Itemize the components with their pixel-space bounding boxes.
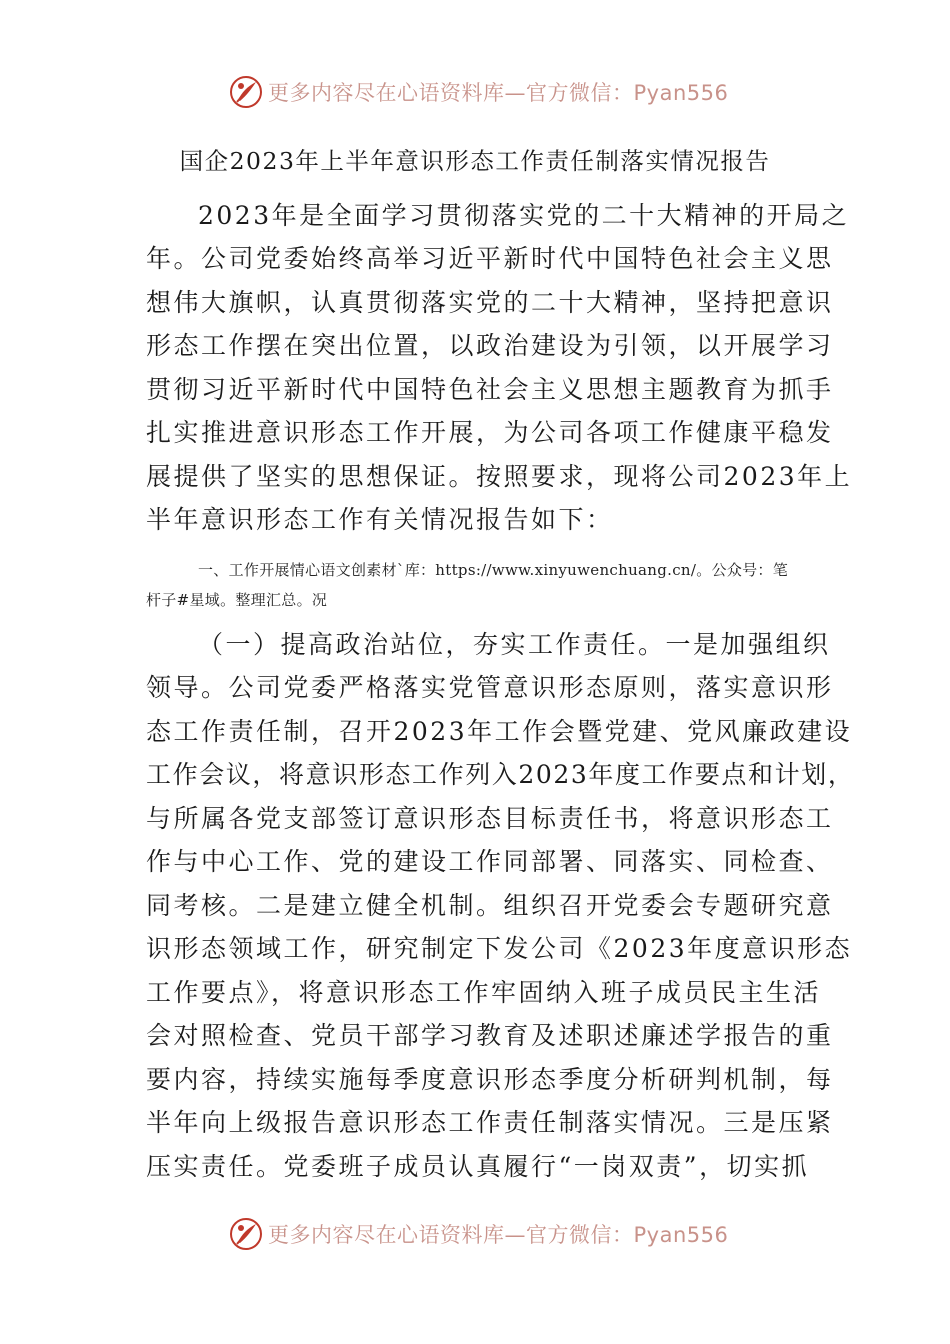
body-line: 要内容，持续实施每季度意识形态季度分析研判机制，每 — [146, 1065, 834, 1094]
body-line: 与所属各党支部签订意识形态目标责任书，将意识形态工 — [146, 804, 834, 833]
watermark-banner-bottom — [0, 1210, 950, 1258]
body-line: 作与中心工作、党的建设工作同部署、同落实、同检查、 — [146, 847, 834, 876]
intro-line: 想伟大旗帜，认真贯彻落实党的二十大精神，坚持把意识 — [146, 288, 834, 317]
watermark-text: 更多内容尽在心语资料库—官方微信：Pyan556 — [268, 81, 729, 105]
body-line: （一）提高政治站位，夯实工作责任。一是加强组织 — [198, 630, 831, 659]
watermark-text: 更多内容尽在心语资料库—官方微信：Pyan556 — [268, 1223, 729, 1247]
intro-line: 2023年是全面学习贯彻落实党的二十大精神的开局之 — [198, 201, 850, 230]
intro-line: 扎实推进意识形态工作开展，为公司各项工作健康平稳发 — [146, 418, 834, 447]
intro-line: 贯彻习近平新时代中国特色社会主义思想主题教育为抓手 — [146, 375, 834, 404]
body-line: 态工作责任制，召开2023年工作会暨党建、党风廉政建设 — [146, 717, 853, 746]
body-line: 工作要点》，将意识形态工作牢固纳入班子成员民主生活 — [146, 978, 822, 1007]
intro-line: 展提供了坚实的思想保证。按照要求，现将公司2023年上 — [146, 462, 853, 491]
quill-logo-icon — [228, 1216, 264, 1252]
body-line: 识形态领域工作，研究制定下发公司《2023年度意识形态 — [146, 934, 853, 963]
body-line: 半年向上级报告意识形态工作责任制落实情况。三是压紧 — [146, 1108, 834, 1137]
intro-line: 形态工作摆在突出位置，以政治建设为引领，以开展学习 — [146, 331, 834, 360]
body-line: 工作会议，将意识形态工作列入2023年度工作要点和计划， — [146, 760, 855, 789]
quill-logo-icon — [228, 74, 264, 110]
intro-line: 半年意识形态工作有关情况报告如下： — [146, 505, 614, 534]
body-line: 领导。公司党委严格落实党管意识形态原则，落实意识形 — [146, 673, 834, 702]
section-heading-line: 杆子#星域。整理汇总。况 — [146, 591, 328, 609]
document-title: 国企2023年上半年意识形态工作责任制落实情况报告 — [179, 147, 771, 175]
body-line: 同考核。二是建立健全机制。组织召开党委会专题研究意 — [146, 891, 834, 920]
intro-line: 年。公司党委始终高举习近平新时代中国特色社会主义思 — [146, 244, 834, 273]
body-line: 压实责任。党委班子成员认真履行“一岗双责”，切实抓 — [146, 1152, 810, 1181]
watermark-banner-top — [0, 68, 950, 116]
section-heading-line: 一、工作开展情心语文创素材`库：https://www.xinyuwenchuang.cn/。公众号：笔 — [198, 561, 789, 579]
body-line: 会对照检查、党员干部学习教育及述职述廉述学报告的重 — [146, 1021, 834, 1050]
